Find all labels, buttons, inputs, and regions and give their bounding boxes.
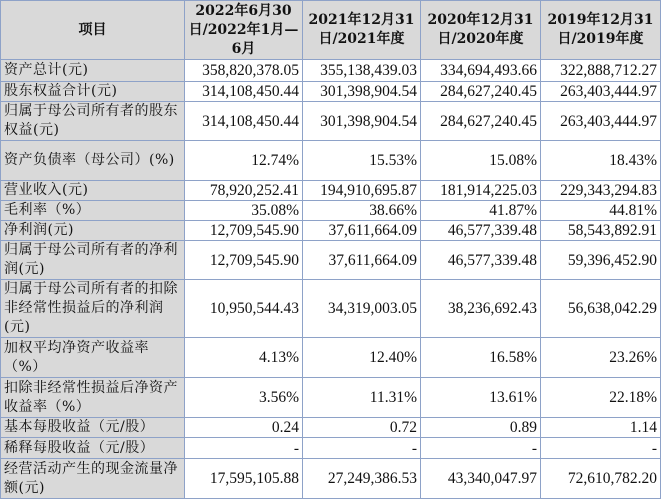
cell-value: 38,236,692.43	[421, 280, 541, 338]
cell-value: 37,611,664.09	[303, 241, 421, 280]
cell-value: 0.24	[185, 418, 303, 438]
row-label: 营业收入(元)	[1, 181, 185, 201]
table-row	[1, 141, 661, 181]
cell-value: 12.74%	[185, 141, 303, 181]
cell-value: 11.31%	[303, 378, 421, 418]
cell-value: 1.14	[541, 418, 661, 438]
cell-value: 27,249,386.53	[303, 459, 421, 499]
cell-value: -	[185, 438, 303, 459]
row-label: 经营活动产生的现金流量净额(元)	[1, 459, 185, 499]
table-row	[1, 82, 661, 102]
cell-value: 0.72	[303, 418, 421, 438]
row-label: 归属于母公司所有者的股东权益(元)	[1, 102, 185, 141]
cell-value: 314,108,450.44	[185, 82, 303, 102]
row-label: 归属于母公司所有者的净利润(元)	[1, 241, 185, 280]
cell-value: 263,403,444.97	[541, 102, 661, 141]
row-label: 资产总计(元)	[1, 60, 185, 82]
cell-value: 44.81%	[541, 201, 661, 221]
cell-value: 13.61%	[421, 378, 541, 418]
cell-value: 46,577,339.48	[421, 241, 541, 280]
cell-value: 23.26%	[541, 338, 661, 378]
cell-value: 38.66%	[303, 201, 421, 221]
row-label: 净利润(元)	[1, 221, 185, 241]
cell-value: 4.13%	[185, 338, 303, 378]
cell-value: 358,820,378.05	[185, 60, 303, 82]
cell-value: 229,343,294.83	[541, 181, 661, 201]
cell-value: 12,709,545.90	[185, 241, 303, 280]
cell-value: -	[541, 438, 661, 459]
cell-value: 17,595,105.88	[185, 459, 303, 499]
table-row	[1, 181, 661, 201]
cell-value: 284,627,240.45	[421, 82, 541, 102]
table-header-row	[1, 1, 661, 60]
cell-value: 16.58%	[421, 338, 541, 378]
cell-value: 59,396,452.90	[541, 241, 661, 280]
cell-value: 34,319,003.05	[303, 280, 421, 338]
cell-value: 72,610,782.20	[541, 459, 661, 499]
cell-value: 12.40%	[303, 338, 421, 378]
row-label: 毛利率（%）	[1, 201, 185, 221]
row-label: 股东权益合计(元)	[1, 82, 185, 102]
cell-value: -	[303, 438, 421, 459]
cell-value: 181,914,225.03	[421, 181, 541, 201]
table-row	[1, 280, 661, 338]
cell-value: 37,611,664.09	[303, 221, 421, 241]
header-period: 2022年6月30日/2022年1月—6月	[185, 1, 303, 60]
cell-value: 56,638,042.29	[541, 280, 661, 338]
row-label: 资产负债率（母公司）(%)	[1, 141, 185, 181]
cell-value: 284,627,240.45	[421, 102, 541, 141]
cell-value: 314,108,450.44	[185, 102, 303, 141]
cell-value: 334,694,493.66	[421, 60, 541, 82]
table-row	[1, 338, 661, 378]
cell-value: -	[421, 438, 541, 459]
cell-value: 194,910,695.87	[303, 181, 421, 201]
table-row	[1, 378, 661, 418]
cell-value: 12,709,545.90	[185, 221, 303, 241]
cell-value: 10,950,544.43	[185, 280, 303, 338]
cell-value: 0.89	[421, 418, 541, 438]
header-period: 2021年12月31日/2021年度	[303, 1, 421, 60]
cell-value: 355,138,439.03	[303, 60, 421, 82]
cell-value: 18.43%	[541, 141, 661, 181]
row-label: 扣除非经常性损益后净资产收益率（%）	[1, 378, 185, 418]
table-row	[1, 221, 661, 241]
table-row	[1, 102, 661, 141]
cell-value: 15.08%	[421, 141, 541, 181]
row-label: 归属于母公司所有者的扣除非经常性损益后的净利润(元)	[1, 280, 185, 338]
row-label: 稀释每股收益（元/股）	[1, 438, 185, 459]
cell-value: 35.08%	[185, 201, 303, 221]
cell-value: 322,888,712.27	[541, 60, 661, 82]
row-label: 加权平均净资产收益率（%）	[1, 338, 185, 378]
cell-value: 46,577,339.48	[421, 221, 541, 241]
cell-value: 3.56%	[185, 378, 303, 418]
table-row	[1, 418, 661, 438]
header-item: 项目	[1, 1, 185, 60]
cell-value: 301,398,904.54	[303, 102, 421, 141]
cell-value: 263,403,444.97	[541, 82, 661, 102]
cell-value: 15.53%	[303, 141, 421, 181]
table-row	[1, 459, 661, 499]
table-row	[1, 241, 661, 280]
table-row	[1, 438, 661, 459]
header-period: 2020年12月31日/2020年度	[421, 1, 541, 60]
cell-value: 41.87%	[421, 201, 541, 221]
cell-value: 43,340,047.97	[421, 459, 541, 499]
cell-value: 301,398,904.54	[303, 82, 421, 102]
cell-value: 22.18%	[541, 378, 661, 418]
table-row	[1, 201, 661, 221]
cell-value: 78,920,252.41	[185, 181, 303, 201]
cell-value: 58,543,892.91	[541, 221, 661, 241]
table-row	[1, 60, 661, 82]
row-label: 基本每股收益（元/股）	[1, 418, 185, 438]
header-period: 2019年12月31日/2019年度	[541, 1, 661, 60]
